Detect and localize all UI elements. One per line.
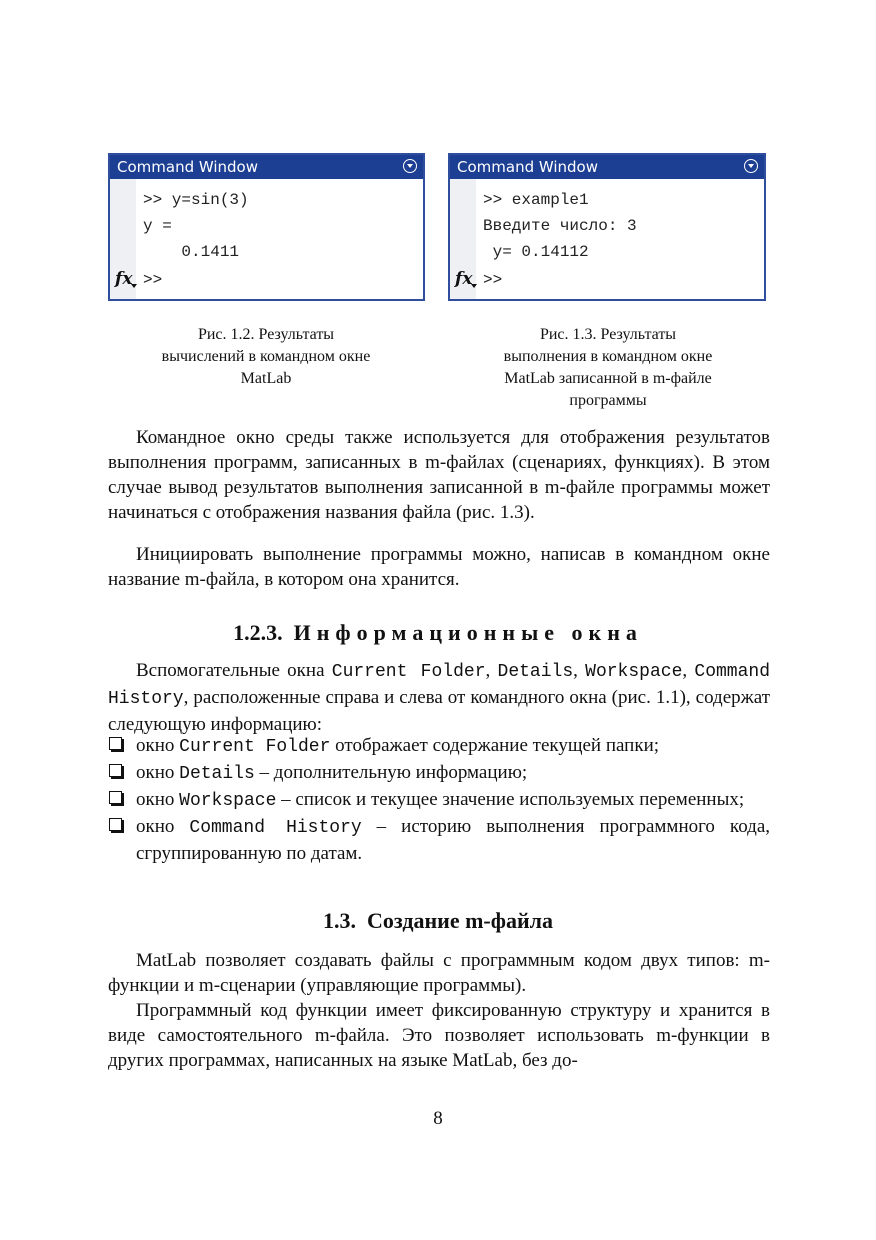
checkbox-icon [109,791,122,804]
command-line: y = [143,217,172,235]
separator: , [682,660,695,681]
list-item [108,787,770,814]
item-prefix: окно [136,816,190,837]
item-text: – историю выполнения программного кода, сгруппированную по датам. [136,816,771,864]
checkbox-icon [109,764,122,777]
code-workspace: Workspace [585,662,683,682]
window-title-bar [450,155,764,179]
list-item [108,760,770,787]
command-window-fig-1-3 [448,153,766,301]
paragraph-mfile-types [108,948,770,998]
caption-line: MatLab записанной в m-файле [504,370,712,387]
paragraph-command-window [108,425,770,525]
paragraph-run-program [108,542,770,592]
section-heading-1-2-3 [0,620,876,646]
item-prefix: окно [136,789,180,810]
command-line: y= 0.14112 [483,243,589,261]
figure-caption-1-3 [468,324,748,412]
paragraph-aux-windows [108,658,770,737]
command-line: 0.1411 [143,243,240,261]
checkbox-icon [109,818,122,831]
item-code: Details [179,764,255,784]
command-output [483,187,637,265]
paragraph-text: MatLab позволяет создавать файлы с программным кодом двух типов: m-функции и m-сценарии (управляющие программы). [108,950,770,996]
caption-line: Рис. 1.3. Результаты [539,326,677,343]
command-output [143,187,249,265]
item-code: Command History [189,818,362,838]
item-text: – список и текущее значение используемых переменных; [276,789,745,810]
separator: , [485,660,498,681]
windows-list [108,733,770,866]
command-prompt[interactable]: >> [143,271,163,289]
section-title: Создание m-файла [367,908,553,933]
caption-line: Рис. 1.2. Результаты [197,326,335,343]
caption-line: выполнения в командном окне [503,348,713,365]
item-text: отображает содержание текущей папки; [330,735,660,756]
window-menu-icon[interactable] [744,159,758,173]
section-heading-1-3 [0,908,876,934]
paragraph-text: Командное окно среды также используется для отображения результатов выполнения программ, записанных в m-файлах (сценариях, функциях). В этом случае вывод результатов выполнения записанной в m-файле программы может начинаться с отображения названия файла (рис. 1.3). [108,427,770,523]
item-code: Workspace [179,791,277,811]
command-line: >> example1 [483,191,589,209]
section-number: 1.2.3. [233,620,283,645]
figure-caption-1-2 [128,324,404,390]
item-prefix: окно [136,735,180,756]
command-window-fig-1-2 [108,153,425,301]
intro-text: Вспомогательные окна [136,660,332,681]
command-line: Введите число: 3 [483,217,637,235]
list-item [108,814,770,866]
fx-icon[interactable]: fx [115,269,133,289]
caption-line: вычислений в командном окне [161,348,371,365]
window-title-bar [110,155,423,179]
code-current-folder: Current Folder [331,662,486,682]
paragraph-text: Программный код функции имеет фиксированную структуру и хранится в виде самостоятельного m-файла. Это позволяет использовать m-функции в других программах, написанных на языке MatLab, без до- [108,1000,770,1071]
fx-icon[interactable]: fx [455,269,473,289]
paragraph-function-code [108,998,770,1073]
intro-text: , расположенные справа и слева от командного окна (рис. 1.1), содержат следующую информацию: [108,687,770,735]
caption-line: программы [569,392,647,409]
item-code: Current Folder [179,737,331,757]
item-text: – дополнительную информацию; [254,762,528,783]
item-prefix: окно [136,762,180,783]
paragraph-text: Инициировать выполнение программы можно, написав в командном окне название m-файла, в котором она хранится. [108,544,770,590]
window-menu-icon[interactable] [403,159,417,173]
checkbox-icon [109,737,122,750]
page-number: 8 [433,1108,443,1129]
command-prompt[interactable]: >> [483,271,503,289]
code-details: Details [497,662,574,682]
section-number: 1.3. [323,908,357,933]
window-title: Command Window [117,158,259,176]
code-command-history: Command History [108,662,771,709]
list-item [108,733,770,760]
caption-line: MatLab [240,370,292,387]
command-line: >> y=sin(3) [143,191,249,209]
section-title: Информационные окна [293,620,643,645]
separator: , [573,660,586,681]
window-title: Command Window [457,158,599,176]
